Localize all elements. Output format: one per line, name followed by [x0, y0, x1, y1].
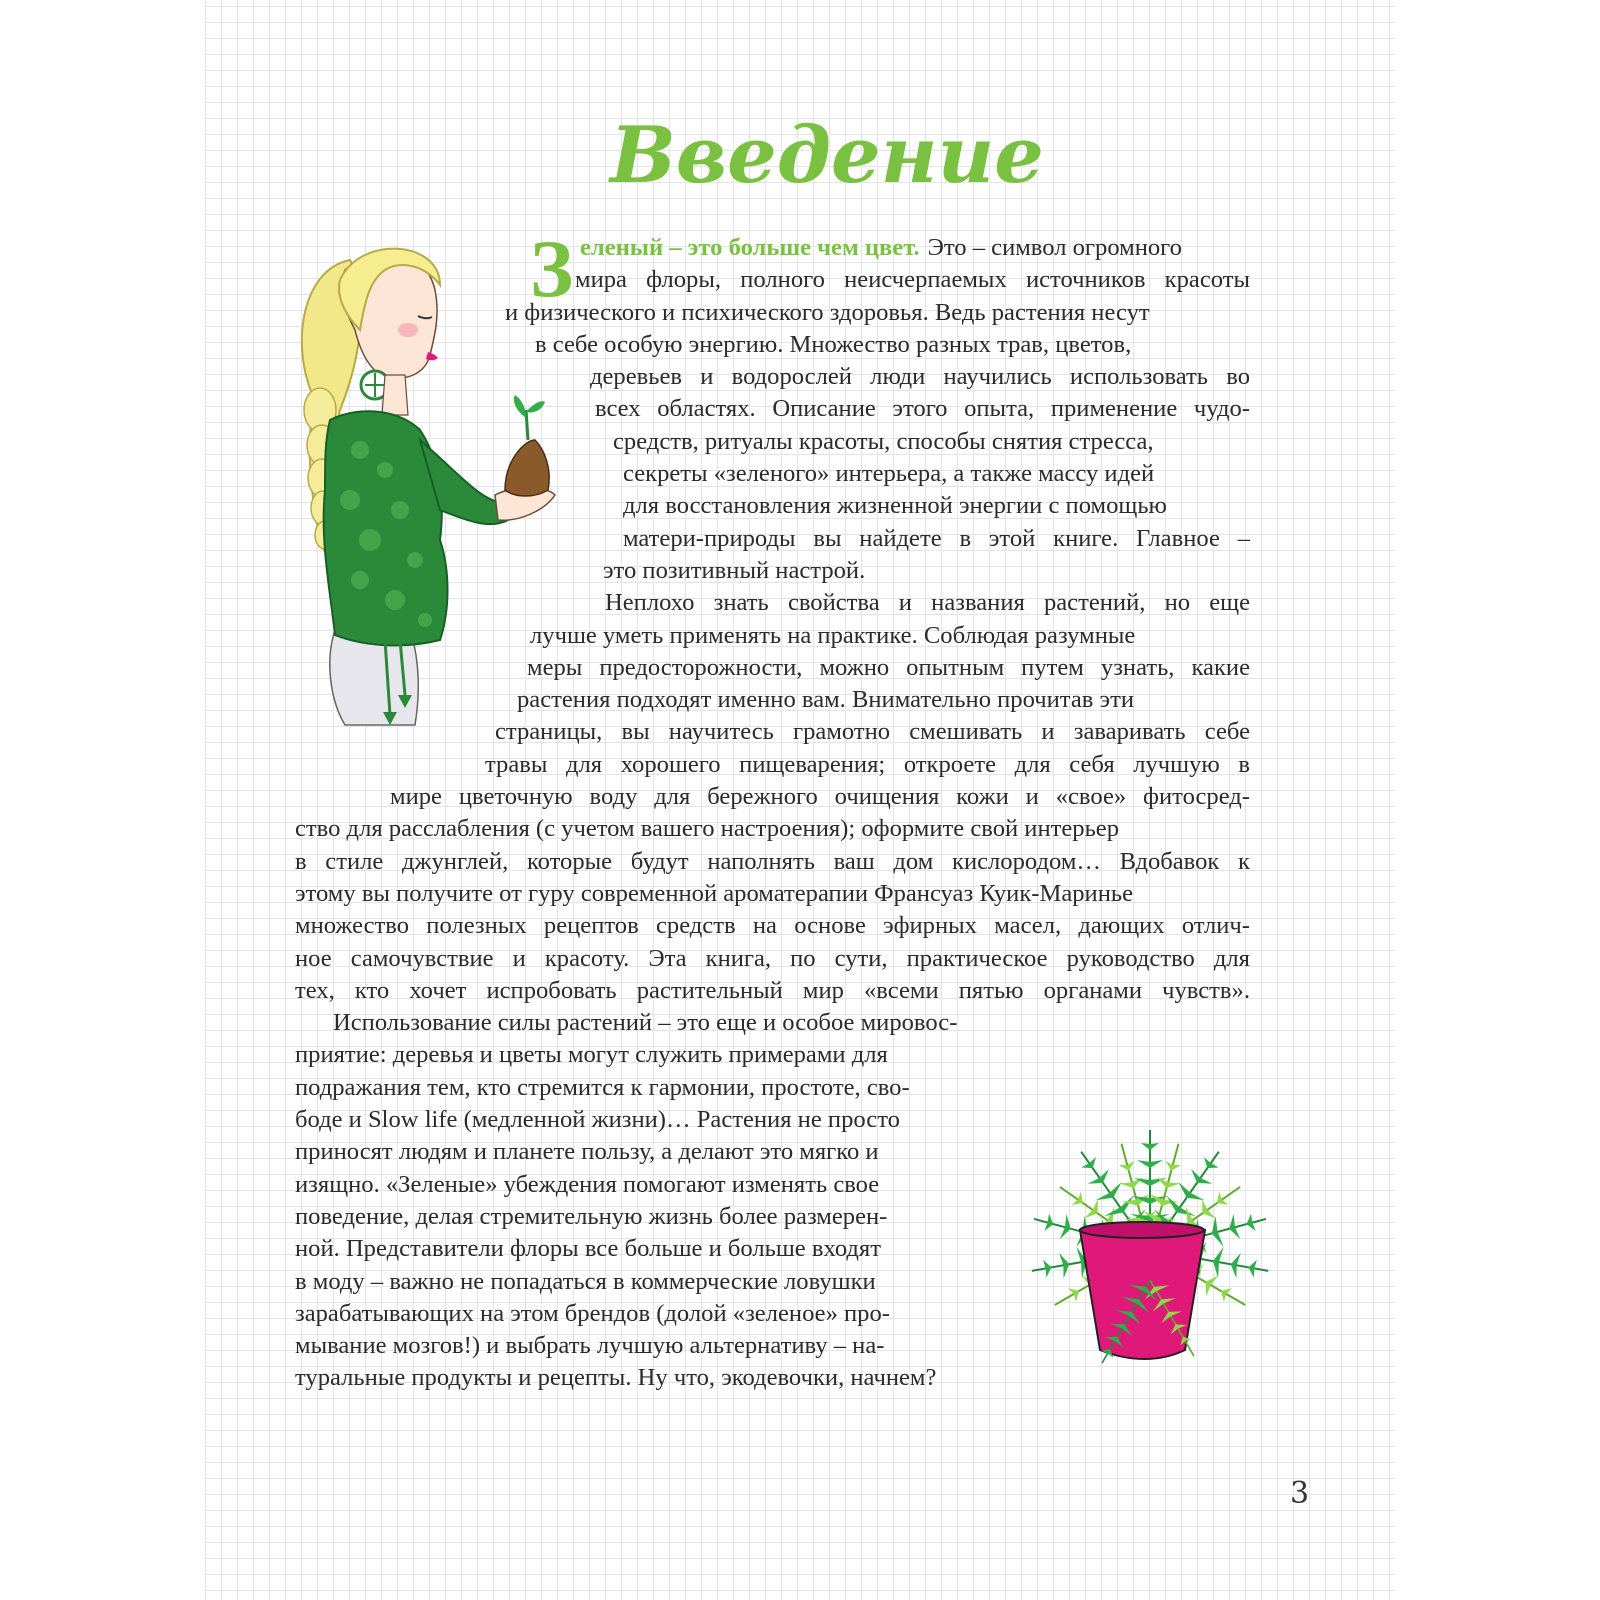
text-line: этому вы получите от гуру современной ароматерапии Франсуаз Куик-Маринье — [295, 879, 1133, 907]
page-title — [600, 100, 1044, 220]
text-line: приятие: деревья и цветы могут служить примерами для — [295, 1041, 888, 1069]
text-line: еленый – это больше чем цвет. Это – символ огромного — [295, 232, 1250, 264]
text-line: боде и Slow life (медленной жизни)… Растения не просто — [295, 1106, 900, 1134]
text-line: в стиле джунглей, которые будут наполнять ваш дом кислородом… Вдобавок к — [295, 847, 1250, 875]
text-line: в себе особую энергию. Множество разных трав, цветов, — [535, 330, 1132, 358]
text-line: мира флоры, полного неисчерпаемых источников красоты — [575, 266, 1250, 294]
text-line: лучше уметь применять на практике. Соблюдая разумные — [530, 621, 1136, 649]
text-line: в моду – важно не попадаться в коммерческие ловушки — [295, 1267, 876, 1295]
text-line: страницы, вы научитесь грамотно смешивать и заваривать себе — [495, 718, 1250, 746]
drop-cap: З — [530, 223, 574, 314]
text-line: средств, ритуалы красоты, способы снятия стресса, — [613, 427, 1154, 455]
text-line: всех областях. Описание этого опыта, применение чудо- — [595, 395, 1250, 423]
page-number: 3 — [1290, 1476, 1310, 1511]
text-line: зарабатывающих на этом брендов (долой «зеленое» про- — [295, 1299, 890, 1327]
text-line: ство для расслабления (с учетом вашего настроения); оформите свой интерьер — [295, 815, 1120, 843]
text-line: ное самочувствие и красоту. Эта книга, по сути, практическое руководство для — [295, 944, 1250, 972]
text-line: тех, кто хочет испробовать растительный мир «всеми пятью органами чувств». — [295, 976, 1250, 1004]
text-line: это позитивный настрой. — [603, 556, 866, 584]
body-text — [295, 232, 1250, 1395]
text-line: множество полезных рецептов средств на основе эфирных масел, дающих отлич- — [295, 912, 1250, 940]
text-line: меры предосторожности, можно опытным путем узнать, какие — [527, 653, 1250, 681]
text-line: и физического и психического здоровья. Ведь растения несут — [505, 298, 1150, 326]
text-line: травы для хорошего пищеварения; откроете для себя лучшую в — [485, 750, 1250, 778]
text-line: приносят людям и планете пользу, а делают это мягко и — [295, 1138, 879, 1166]
text-line: секреты «зеленого» интерьера, а также массу идей — [623, 460, 1155, 488]
text-line: поведение, делая стремительную жизнь более размерен- — [295, 1202, 888, 1230]
intro-bold-phrase: еленый – это больше чем цвет. — [580, 234, 920, 261]
page-title-text: Введение — [610, 110, 1044, 201]
text-line: ной. Представители флоры все больше и больше входят — [295, 1235, 881, 1263]
text-line: деревьев и водорослей люди научились использовать во — [590, 363, 1250, 391]
text-line: изящно. «Зеленые» убеждения помогают изменять свое — [295, 1170, 880, 1198]
text-line: для восстановления жизненной энергии с помощью — [623, 492, 1167, 520]
text-line: матери-природы вы найдете в этой книге. Главное – — [623, 524, 1250, 552]
text-line: Неплохо знать свойства и названия растений, но еще — [605, 589, 1250, 617]
text-line: мывание мозгов!) и выбрать лучшую альтернативу – на- — [295, 1332, 885, 1360]
text-line: туральные продукты и рецепты. Ну что, экодевочки, начнем? — [295, 1364, 937, 1392]
text-line: растения подходят именно вам. Внимательно прочитав эти — [517, 686, 1134, 714]
text-line: подражания тем, кто стремится к гармонии, простоте, сво- — [295, 1073, 910, 1101]
text-line: мире цветочную воду для бережного очищения кожи и «свое» фитосред- — [390, 783, 1250, 811]
text-line: Использование силы растений – это еще и особое мировос- — [333, 1009, 958, 1037]
